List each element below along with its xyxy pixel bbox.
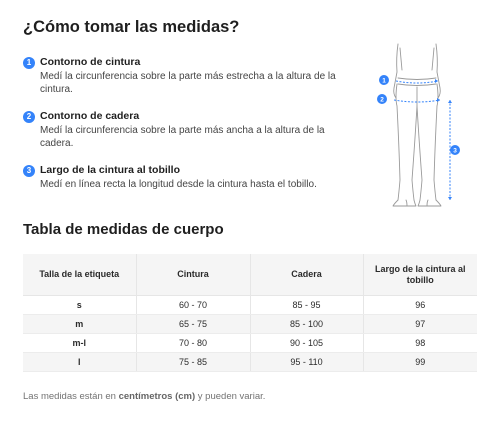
cell-length: 97 [363, 315, 477, 334]
cell-length: 98 [363, 334, 477, 353]
pants-measurement-figure [372, 40, 472, 215]
page-title: ¿Cómo tomar las medidas? [23, 18, 240, 36]
step-description: Medí en línea recta la longitud desde la cintura hasta el tobillo. [40, 179, 317, 190]
cell-waist: 60 - 70 [136, 296, 250, 315]
note-unit: centímetros (cm) [118, 391, 196, 402]
cell-hip: 95 - 110 [250, 353, 363, 372]
table-row [23, 296, 477, 315]
cell-hip: 85 - 95 [250, 296, 363, 315]
note-text-after: y pueden variar. [195, 391, 266, 402]
units-note [23, 391, 265, 402]
cell-waist: 75 - 85 [136, 353, 250, 372]
step-description: Medí la circunferencia sobre la parte más ancha a la altura de la cadera. [40, 125, 325, 149]
cell-hip: 85 - 100 [250, 315, 363, 334]
cell-size: m [23, 315, 136, 334]
cell-size: s [23, 296, 136, 315]
svg-text:2: 2 [380, 96, 384, 104]
cell-size: l [23, 353, 136, 372]
step-number-badge: 2 [23, 111, 35, 123]
table-row [23, 334, 477, 353]
table-row [23, 315, 477, 334]
step-heading: Contorno de cintura [40, 56, 141, 68]
header-length: Largo de la cintura al tobillo [363, 254, 477, 296]
step-heading: Largo de la cintura al tobillo [40, 164, 181, 176]
cell-length: 99 [363, 353, 477, 372]
cell-size: m-l [23, 334, 136, 353]
cell-waist: 70 - 80 [136, 334, 250, 353]
step-number-badge: 3 [23, 165, 35, 177]
header-hip: Cadera [250, 254, 363, 296]
table-row [23, 353, 477, 372]
header-waist: Cintura [136, 254, 250, 296]
svg-text:1: 1 [382, 77, 386, 85]
figure-marker-2 [377, 94, 387, 104]
header-size-label: Talla de la etiqueta [23, 254, 136, 296]
cell-hip: 90 - 105 [250, 334, 363, 353]
size-chart-table [23, 254, 477, 372]
table-title: Tabla de medidas de cuerpo [23, 221, 224, 238]
table-header-row [23, 254, 477, 296]
step-description: Medí la circunferencia sobre la parte más estrecha a la altura de la cintura. [40, 71, 336, 95]
step-number-badge: 1 [23, 57, 35, 69]
svg-text:3: 3 [453, 147, 457, 155]
cell-length: 96 [363, 296, 477, 315]
note-text-before: Las medidas están en [23, 391, 119, 402]
cell-waist: 65 - 75 [136, 315, 250, 334]
figure-marker-3 [450, 145, 460, 155]
figure-marker-1 [379, 75, 389, 85]
step-heading: Contorno de cadera [40, 110, 140, 122]
